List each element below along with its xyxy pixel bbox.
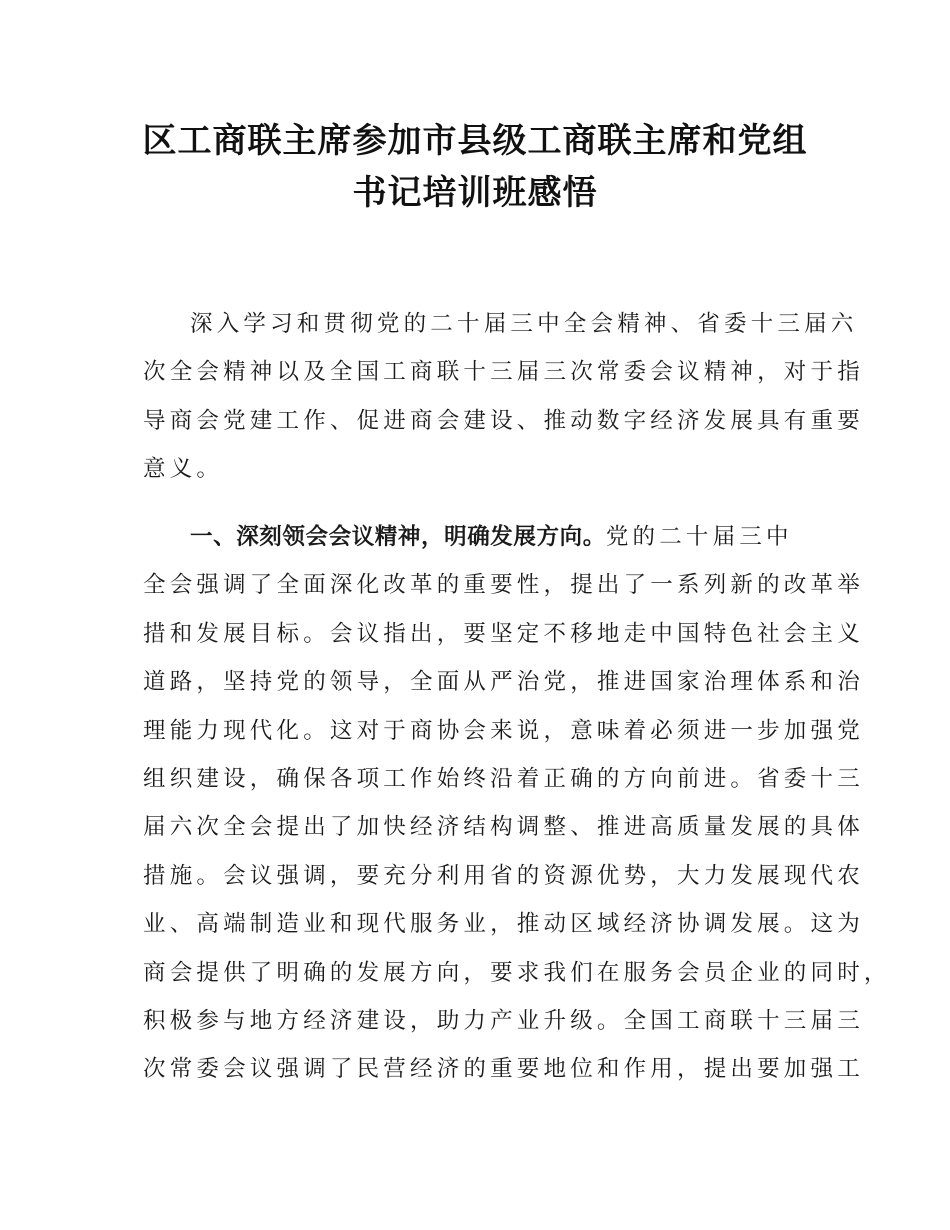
paragraph-line: 深入学习和贯彻党的二十届三中全会精神、省委十三届六 xyxy=(190,311,858,337)
paragraph-line: 商会提供了明确的发展方向，要求我们在服务会员企业的同时， xyxy=(143,959,891,986)
paragraph-line: 业、高端制造业和现代服务业，推动区域经济协调发展。这为 xyxy=(143,911,864,938)
paragraph-first-line xyxy=(143,513,811,561)
first-line-rest: 党的二十届三中 xyxy=(605,524,793,550)
paragraph-line: 措施。会议强调，要充分利用省的资源优势，大力发展现代农 xyxy=(143,862,864,889)
title-line-2: 书记培训班感悟 xyxy=(352,173,598,213)
paragraph-line: 全会强调了全面深化改革的重要性，提出了一系列新的改革举 xyxy=(143,572,864,599)
paragraph-line: 理能力现代化。这对于商协会来说，意味着必须进一步加强党 xyxy=(143,717,864,744)
paragraph-line: 次全会精神以及全国工商联十三届三次常委会议精神，对于指 xyxy=(143,359,864,386)
paragraph-line: 积极参与地方经济建设，助力产业升级。全国工商联十三届三 xyxy=(143,1007,864,1034)
document-title xyxy=(110,115,840,219)
paragraph-line: 次常委会议强调了民营经济的重要地位和作用，提出要加强工 xyxy=(143,1056,864,1083)
paragraph-line: 导商会党建工作、促进商会建设、推动数字经济发展具有重要 xyxy=(143,407,864,434)
title-line-1: 区工商联主席参加市县级工商联主席和党组 xyxy=(142,121,808,161)
paragraph-intro xyxy=(143,300,864,494)
paragraph-section-1 xyxy=(143,513,891,1094)
paragraph-line: 届六次全会提出了加快经济结构调整、推进高质量发展的具体 xyxy=(143,814,864,841)
paragraph-line: 意义。 xyxy=(143,456,224,483)
paragraph-line: 道路，坚持党的领导，全面从严治党，推进国家治理体系和治 xyxy=(143,669,864,696)
paragraph-line: 措和发展目标。会议指出，要坚定不移地走中国特色社会主义 xyxy=(143,620,864,647)
section-heading: 一、深刻领会会议精神，明确发展方向。 xyxy=(190,524,606,550)
paragraph-line: 组织建设，确保各项工作始终沿着正确的方向前进。省委十三 xyxy=(143,765,864,792)
